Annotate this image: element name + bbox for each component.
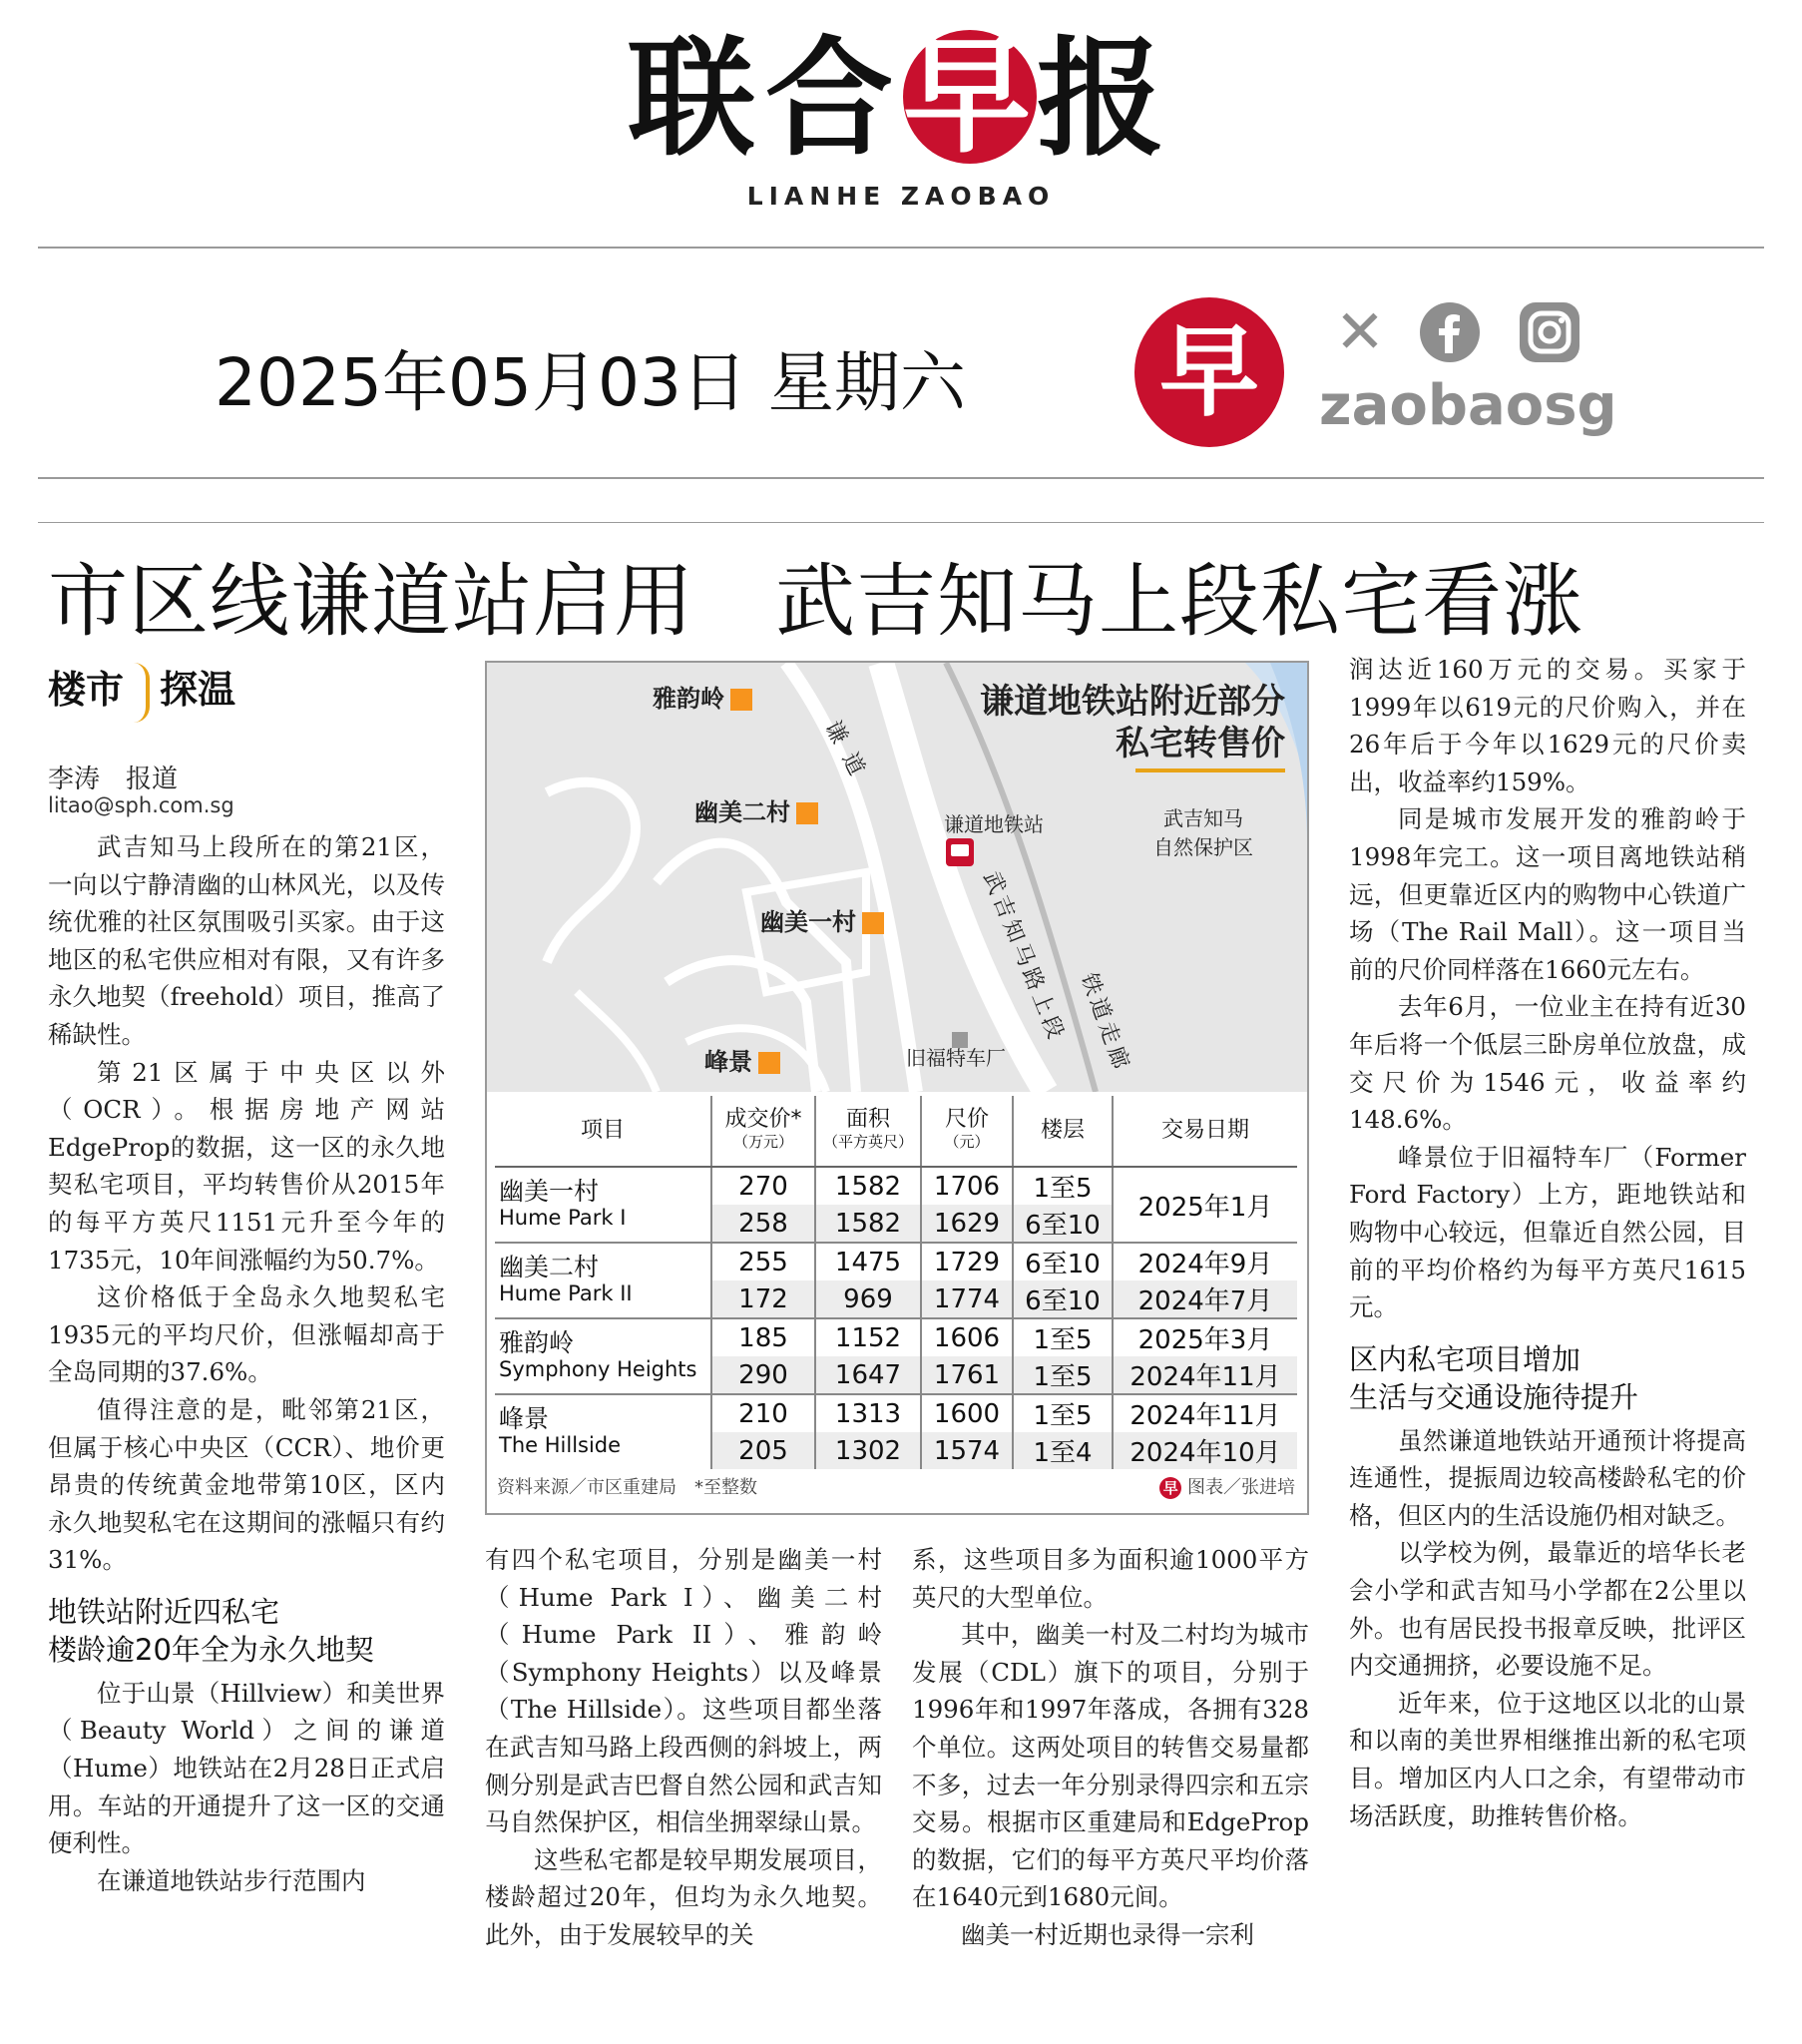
cell-psf: 1706 xyxy=(921,1167,1013,1205)
header-text: 成交价* xyxy=(724,1107,802,1132)
divider xyxy=(38,477,1764,479)
masthead-title xyxy=(0,22,1802,174)
paragraph: 武吉知马上段所在的第21区，一向以宁静清幽的山林风光，以及传统优雅的社区氛围吸引买家。由于这地区的私宅供应相对有限，又有许多永久地契（freehold）项目，推高了稀缺性。 xyxy=(48,832,445,1049)
paragraph: 系，这些项目多为面积逾1000平方英尺的大型单位。 xyxy=(912,1545,1309,1612)
byline: 李涛 报道 xyxy=(48,765,179,794)
cell-area: 1313 xyxy=(815,1394,921,1432)
kicker-part: 探温 xyxy=(160,668,236,712)
map-label-text: 幽美二村 xyxy=(694,798,790,826)
table-row xyxy=(495,1167,1297,1205)
map-label-station: 谦道地铁站 xyxy=(944,812,1044,836)
cell-date: 2024年7月 xyxy=(1113,1280,1297,1318)
cell-date: 2024年9月 xyxy=(1113,1243,1297,1280)
subheading-line: 地铁站附近四私宅 xyxy=(48,1594,280,1629)
table-header-row xyxy=(495,1096,1297,1167)
headline: 市区线谦道站启用 武吉知马上段私宅看涨 xyxy=(48,555,1583,648)
project-name-en: Symphony Heights xyxy=(499,1357,697,1381)
subheading-line: 生活与交通设施待提升 xyxy=(1349,1379,1639,1414)
cell-psf: 1774 xyxy=(921,1280,1013,1318)
header-unit: （平方英尺） xyxy=(822,1133,913,1151)
project-name-zh: 雅韵岭 xyxy=(499,1328,575,1357)
map-label-text: 武吉知马 xyxy=(1163,806,1243,830)
table-row xyxy=(495,1394,1297,1432)
source-note: 资料来源／市区重建局 *至整数 xyxy=(497,1477,757,1498)
cell-date: 2024年10月 xyxy=(1113,1432,1297,1469)
project-name xyxy=(495,1167,711,1243)
cell-floor: 1至5 xyxy=(1013,1394,1113,1432)
cell-area: 1302 xyxy=(815,1432,921,1469)
cell-price: 205 xyxy=(711,1432,815,1469)
project-name-en: Hume Park II xyxy=(499,1281,633,1305)
paragraph: 有四个私宅项目，分别是幽美一村（Hume Park I）、幽美二村（Hume Park II）、雅韵岭（Symphony Heights）以及峰景（The Hillside）。这些项目都坐落在武吉知马路上段西侧的斜坡上，两侧分别是武吉巴督自然公园和武吉知马自然保护区，相信坐拥翠绿山景。 xyxy=(485,1545,882,1837)
cell-floor: 6至10 xyxy=(1013,1205,1113,1243)
cell-price: 210 xyxy=(711,1394,815,1432)
cell-area: 1475 xyxy=(815,1243,921,1280)
paragraph: 峰景位于旧福特车厂（Former Ford Factory）上方，距地铁站和购物中心较远，但靠近自然公园，目前的平均价格约为每平方英尺1615元。 xyxy=(1349,1142,1746,1322)
header-area xyxy=(815,1096,921,1167)
subheading xyxy=(48,1593,445,1669)
zaobao-logo: 早 xyxy=(1134,297,1284,447)
subheading-line: 区内私宅项目增加 xyxy=(1349,1341,1581,1376)
paragraph: 位于山景（Hillview）和美世界（Beauty World）之间的谦道（Hume）地铁站在2月28日正式启用。车站的开通提升了这一区的交通便利性。 xyxy=(48,1678,445,1858)
subheading xyxy=(1349,1340,1746,1416)
header-text: 尺价 xyxy=(944,1107,989,1132)
map-label-text: 峰景 xyxy=(704,1048,752,1076)
cell-floor: 6至10 xyxy=(1013,1280,1113,1318)
graphic-footer xyxy=(497,1473,1295,1499)
paragraph: 润达近160万元的交易。买家于1999年以619元的尺价购入，并在26年后于今年以1629元的尺价卖出，收益率约159%。 xyxy=(1349,655,1746,796)
paragraph: 第21区属于中央区以外（OCR）。根据房地产网站EdgeProp的数据，这一区的永久地契私宅项目，平均转售价从2015年的每平方英尺1151元升至今年的1735元，10年间涨幅约为50.7%。 xyxy=(48,1057,445,1275)
title-underline xyxy=(1135,768,1285,772)
column-2 xyxy=(485,1541,882,1954)
cell-price: 270 xyxy=(711,1167,815,1205)
paragraph: 在谦道地铁站步行范围内 xyxy=(97,1865,366,1895)
cell-psf: 1600 xyxy=(921,1394,1013,1432)
cell-area: 1152 xyxy=(815,1318,921,1356)
masthead-zao-logo: 早 xyxy=(903,22,1042,171)
subheading-line: 楼龄逾20年全为永久地契 xyxy=(48,1632,374,1667)
cell-date: 2025年1月 xyxy=(1113,1167,1297,1243)
paragraph: 去年6月，一位业主在持有近30年后将一个低层三卧房单位放盘，成交尺价为1546元，收益率约148.6%。 xyxy=(1349,992,1746,1135)
map-label-ford: 旧福特车厂 xyxy=(906,1046,1006,1070)
zaobao-mini-logo: 早 xyxy=(1159,1477,1181,1499)
divider xyxy=(38,522,1764,523)
graphic-credit xyxy=(1159,1473,1295,1499)
paragraph: 幽美一村近期也录得一宗利 xyxy=(961,1919,1254,1949)
paragraph: 虽然谦道地铁站开通预计将提高连通性，提振周边较高楼龄私宅的价格，但区内的生活设施仍相对缺乏。 xyxy=(1349,1425,1746,1530)
credit-text: 图表／张进培 xyxy=(1187,1477,1295,1498)
cell-price: 172 xyxy=(711,1280,815,1318)
cell-price: 185 xyxy=(711,1318,815,1356)
header-text: 面积 xyxy=(845,1107,890,1132)
map-label-text: 雅韵岭 xyxy=(653,685,724,713)
resale-price-table xyxy=(495,1096,1297,1469)
cell-psf: 1574 xyxy=(921,1432,1013,1469)
facebook-icon[interactable] xyxy=(1417,299,1483,365)
cell-area: 969 xyxy=(815,1280,921,1318)
column-1 xyxy=(48,828,445,1899)
cell-psf: 1729 xyxy=(921,1243,1013,1280)
cell-floor: 1至4 xyxy=(1013,1432,1113,1469)
header-price xyxy=(711,1096,815,1167)
map-label-rail-corridor: 铁道走廊 xyxy=(1075,969,1134,1077)
social-handle[interactable]: zaobaosg xyxy=(1319,373,1617,438)
map-label-hillside xyxy=(704,1042,780,1077)
location-marker-icon xyxy=(862,912,884,934)
paragraph: 以学校为例，最靠近的培华长老会小学和武吉知马小学都在2公里以外。也有居民投书报章反映，批评区内交通拥挤，必要设施不足。 xyxy=(1349,1538,1746,1681)
masthead-title-part: 联合 xyxy=(627,25,903,174)
cell-floor: 6至10 xyxy=(1013,1243,1113,1280)
masthead-subtitle: LIANHE ZAOBAO xyxy=(746,182,1056,211)
location-map xyxy=(487,663,1307,1092)
location-marker-icon xyxy=(730,689,752,711)
header-unit: （元） xyxy=(944,1133,990,1151)
cell-floor: 1至5 xyxy=(1013,1318,1113,1356)
project-name xyxy=(495,1243,711,1318)
cell-date: 2025年3月 xyxy=(1113,1318,1297,1356)
header-project: 项目 xyxy=(495,1096,711,1167)
cell-price: 258 xyxy=(711,1205,815,1243)
project-name-en: The Hillside xyxy=(499,1433,622,1457)
paragraph: 近年来，位于这地区以北的山景和以南的美世界相继推出新的私宅项目。增加区内人口之余，有望带动市场活跃度，助推转售价格。 xyxy=(1349,1688,1746,1830)
graphic-title-line: 私宅转售价 xyxy=(1116,724,1285,764)
location-marker-icon xyxy=(758,1052,780,1074)
header-unit: （万元） xyxy=(732,1133,793,1151)
map-label-text: 幽美一村 xyxy=(760,908,856,936)
cell-area: 1582 xyxy=(815,1167,921,1205)
map-label-reserve xyxy=(1153,802,1253,860)
header-floor: 楼层 xyxy=(1013,1096,1113,1167)
cell-price: 290 xyxy=(711,1356,815,1394)
paragraph: 值得注意的是，毗邻第21区，但属于核心中央区（CCR）、地价更昂贵的传统黄金地带第10区，区内永久地契私宅在这期间的涨幅只有约31%。 xyxy=(48,1394,445,1575)
table-row xyxy=(495,1318,1297,1356)
paragraph: 这些私宅都是较早期发展项目，楼龄超过20年，但均为永久地契。此外，由于发展较早的关 xyxy=(485,1844,882,1949)
paragraph: 同是城市发展开发的雅韵岭于1998年完工。这一项目离地铁站稍远，但更靠近区内的购物中心铁道广场（The Rail Mall）。这一项目当前的尺价同样落在1660元左右。 xyxy=(1349,804,1746,984)
cell-date: 2024年11月 xyxy=(1113,1394,1297,1432)
project-name-en: Hume Park I xyxy=(499,1206,627,1230)
cell-psf: 1606 xyxy=(921,1318,1013,1356)
price-graphic xyxy=(485,661,1309,1515)
cell-area: 1582 xyxy=(815,1205,921,1243)
map-label-text: 自然保护区 xyxy=(1153,835,1253,859)
divider xyxy=(38,247,1764,249)
map-label-hume-road: 谦道 xyxy=(819,717,876,792)
graphic-title xyxy=(980,681,1285,772)
paragraph: 这价格低于全岛永久地契私宅1935元的平均尺价，但涨幅却高于全岛同期的37.6%。 xyxy=(48,1282,445,1387)
section-kicker xyxy=(48,659,235,723)
cell-date: 2024年11月 xyxy=(1113,1356,1297,1394)
column-3 xyxy=(912,1541,1309,1954)
x-icon[interactable]: ✕ xyxy=(1334,297,1386,367)
paragraph: 其中，幽美一村及二村均为城市发展（CDL）旗下的项目，分别于1996年和1997年落成，各拥有328个单位。这两处项目的转售交易量都不多，过去一年分别录得四宗和五宗交易。根据市区重建局和EdgeProp的数据，它们的每平方英尺平均价落在1640元到1680元间。 xyxy=(912,1620,1309,1912)
cell-floor: 1至5 xyxy=(1013,1167,1113,1205)
table-row xyxy=(495,1243,1297,1280)
kicker-part: 楼市 xyxy=(48,668,125,712)
header-psf xyxy=(921,1096,1013,1167)
kicker-divider-icon xyxy=(134,663,150,723)
project-name-zh: 幽美二村 xyxy=(499,1253,600,1281)
cell-area: 1647 xyxy=(815,1356,921,1394)
cell-floor: 1至5 xyxy=(1013,1356,1113,1394)
masthead-title-part: 报 xyxy=(1037,25,1175,174)
author-email[interactable]: litao@sph.com.sg xyxy=(48,793,234,817)
issue-date: 2025年05月03日 星期六 xyxy=(215,344,966,421)
instagram-icon[interactable] xyxy=(1517,299,1582,365)
cell-psf: 1761 xyxy=(921,1356,1013,1394)
map-label-humepark1 xyxy=(760,902,884,937)
project-name-zh: 幽美一村 xyxy=(499,1177,600,1206)
cell-price: 255 xyxy=(711,1243,815,1280)
map-label-humepark2 xyxy=(694,792,818,827)
map-label-symphony xyxy=(653,679,752,714)
map-label-bt-road: 武吉知马路上段 xyxy=(978,867,1070,1047)
project-name-zh: 峰景 xyxy=(499,1404,550,1433)
location-marker-icon xyxy=(796,802,818,824)
project-name xyxy=(495,1318,711,1394)
header-date: 交易日期 xyxy=(1113,1096,1297,1167)
column-4 xyxy=(1349,651,1746,1834)
cell-psf: 1629 xyxy=(921,1205,1013,1243)
project-name xyxy=(495,1394,711,1469)
graphic-title-line: 谦道地铁站附近部分 xyxy=(980,682,1285,722)
